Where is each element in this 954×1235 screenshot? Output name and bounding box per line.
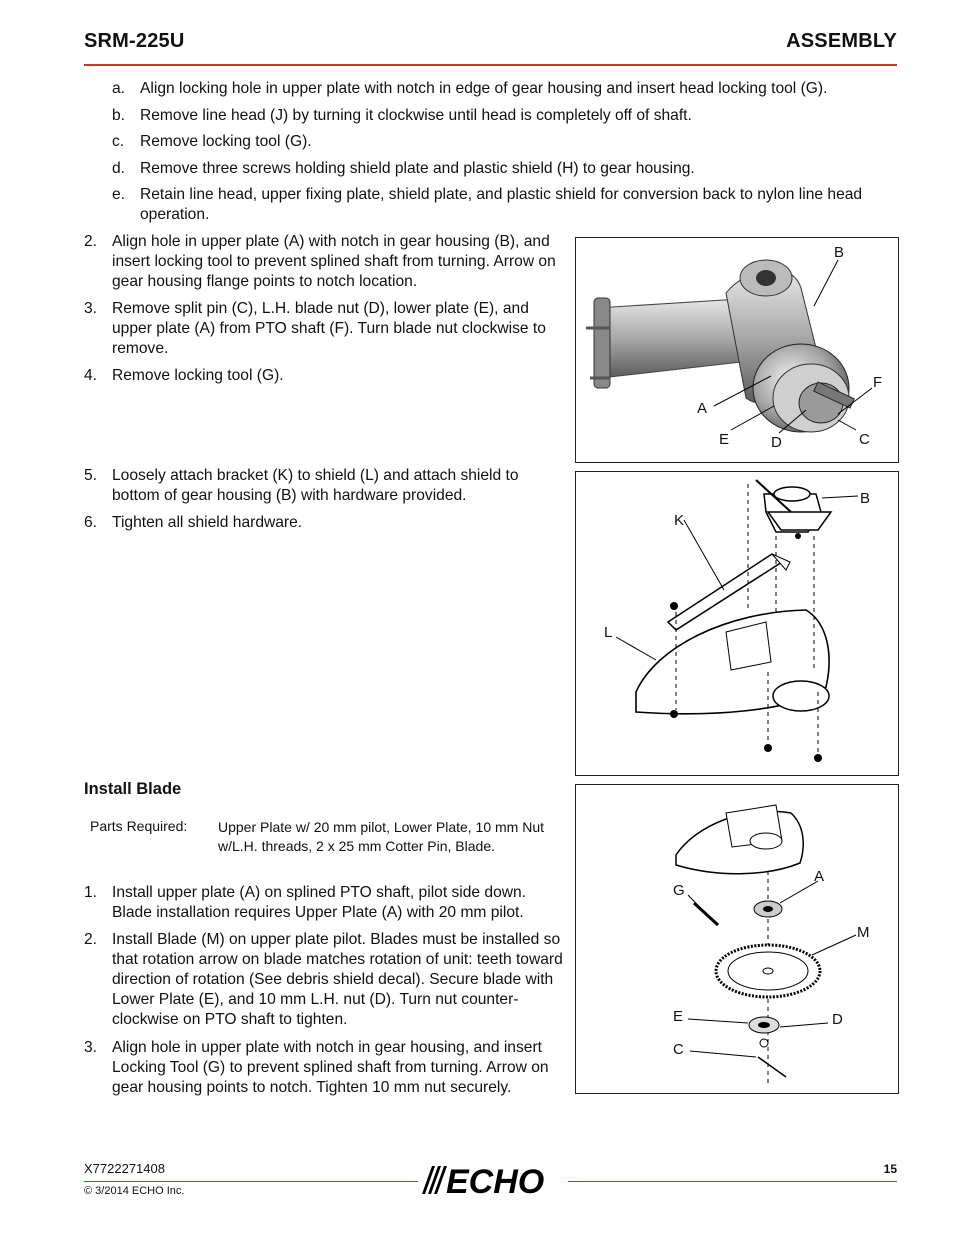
callout-k: K: [674, 512, 685, 529]
step-label: e.: [112, 186, 126, 203]
step-text: Remove line head (J) by turning it clockwise until head is completely off of shaft.: [140, 107, 692, 124]
gear-housing-figure: [575, 237, 899, 463]
step-4: [84, 366, 566, 386]
shield-assembly-figure: [575, 471, 899, 776]
step-text: Loosely attach bracket (K) to shield (L) and attach shield to bottom of gear housing (B) with hardware provided.: [112, 467, 519, 504]
blade-step-1: [84, 883, 566, 923]
step-text: Align hole in upper plate (A) with notch in gear housing (B), and insert locking tool to prevent splined shaft from turning. Arrow on gear housing flange points to notch location.: [112, 233, 556, 290]
step-label: 3.: [84, 1039, 98, 1056]
callout-c: C: [673, 1041, 684, 1058]
step-label: c.: [112, 133, 125, 150]
step-text: Tighten all shield hardware.: [112, 514, 303, 531]
step-3: [84, 299, 566, 359]
gear-housing-illustration: [576, 238, 898, 462]
logo-text: ECHO: [446, 1164, 545, 1198]
step-text: Remove locking tool (G).: [112, 367, 284, 384]
step-label: 2.: [84, 931, 98, 948]
step-label: 2.: [84, 233, 98, 250]
callout-d: D: [832, 1011, 843, 1028]
step-label: 4.: [84, 367, 98, 384]
echo-logo: [420, 1164, 568, 1203]
step-text: Align locking hole in upper plate with notch in edge of gear housing and insert head locking tool (G).: [140, 80, 828, 97]
step-2: [84, 232, 566, 292]
blade-install-figure: [575, 784, 899, 1094]
step-b: [112, 106, 902, 126]
callout-b: B: [860, 490, 871, 507]
callout-a: A: [697, 400, 708, 417]
model-title: SRM-225U: [84, 30, 185, 52]
step-d: [112, 159, 902, 179]
callout-c: C: [859, 431, 870, 448]
callout-g: G: [673, 882, 685, 899]
step-text: Remove split pin (C), L.H. blade nut (D), lower plate (E), and upper plate (A) from PTO shaft (F). Turn blade nut clockwise to remove.: [112, 300, 546, 357]
parts-required-value: Upper Plate w/ 20 mm pilot, Lower Plate, 10 mm Nut w/L.H. threads, 2 x 25 mm Cotter Pin, Blade.: [218, 819, 545, 854]
step-label: 1.: [84, 884, 98, 901]
footer-rule-left: [84, 1181, 418, 1182]
blade-step-2: [84, 930, 566, 1030]
step-text: Remove three screws holding shield plate and plastic shield (H) to gear housing.: [140, 160, 695, 177]
callout-f: F: [873, 374, 883, 391]
blade-step-3: [84, 1038, 566, 1118]
step-6: [84, 513, 566, 533]
part-number: X7722271408: [84, 1161, 165, 1176]
step-label: 5.: [84, 467, 98, 484]
step-text: Retain line head, upper fixing plate, shield plate, and plastic shield for conversion back to nylon line head operation.: [140, 186, 863, 223]
step-text: Install upper plate (A) on splined PTO shaft, pilot side down. Blade installation requires Upper Plate (A) with 20 mm pilot.: [112, 884, 527, 921]
step-text: Align hole in upper plate with notch in gear housing, and insert Locking Tool (G) to prevent splined shaft from turning. Arrow on gear housing points to notch. Tighten 10 mm nut securely.: [112, 1039, 549, 1096]
callout-e: E: [673, 1008, 684, 1025]
step-label: 6.: [84, 514, 98, 531]
install-blade-heading: Install Blade: [84, 780, 182, 798]
step-label: 3.: [84, 300, 98, 317]
step-c: [112, 132, 902, 152]
step-label: a.: [112, 80, 126, 97]
page-number: 15: [883, 1162, 897, 1176]
callout-d: D: [771, 434, 782, 451]
callout-l: L: [604, 624, 613, 641]
step-5: [84, 466, 566, 506]
callout-a: A: [814, 868, 825, 885]
blade-install-illustration: [576, 785, 898, 1093]
step-text: Remove locking tool (G).: [140, 133, 312, 150]
shield-assembly-illustration: [576, 472, 898, 775]
footer-rule-right: [568, 1181, 897, 1182]
callout-b: B: [834, 244, 845, 261]
step-a: [112, 79, 902, 99]
callout-e: E: [719, 431, 730, 448]
header-rule: [84, 64, 897, 66]
step-label: d.: [112, 160, 126, 177]
echo-logo-mark: [420, 1164, 568, 1198]
copyright: © 3/2014 ECHO Inc.: [84, 1185, 185, 1197]
callout-m: M: [857, 924, 870, 941]
step-text: Install Blade (M) on upper plate pilot. Blades must be installed so that rotation arrow on blade matches rotation of unit: teeth toward direction of rotation (See debris shield decal). Secure blade with Lower Plate (E), and 10 mm L.H. nut (D). Turn nut counter-clockwise on PTO shaft to tighten.: [112, 931, 563, 1028]
section-title: ASSEMBLY: [786, 30, 897, 52]
step-e: [112, 185, 902, 225]
step-label: b.: [112, 107, 126, 124]
parts-required-label: Parts Required:: [90, 818, 188, 834]
